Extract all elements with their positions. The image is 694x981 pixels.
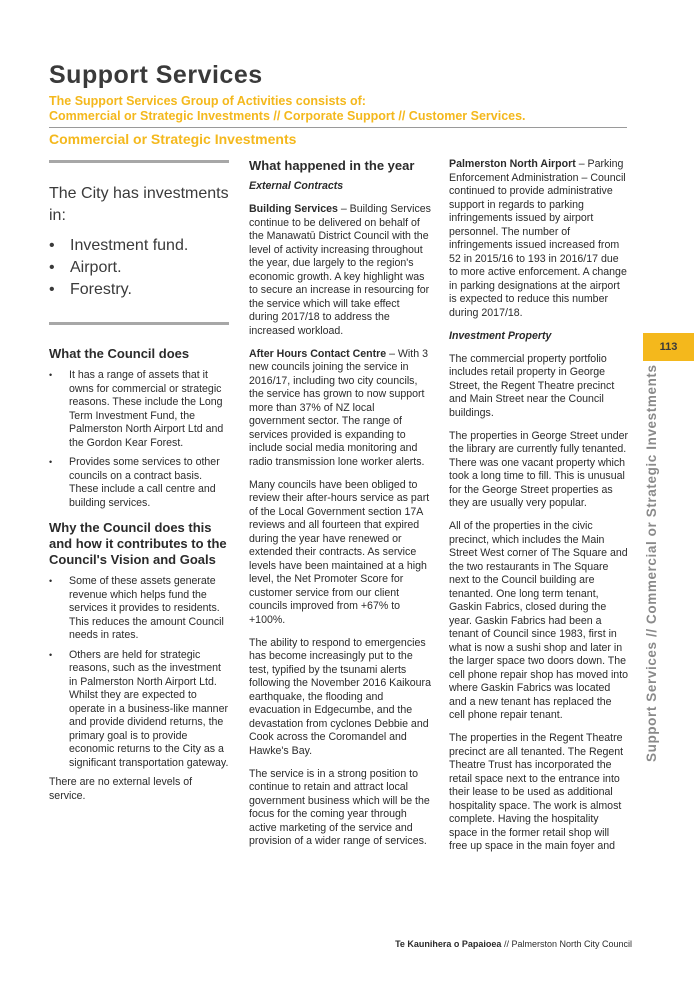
paragraph: The service is in a strong position to continue to retain and attract local government business which will be the focus for the coming year through active marketing of the service and provision of a wider range of services.: [249, 767, 430, 847]
paragraph-lead: Building Services: [249, 203, 338, 215]
list-item: • Some of these assets generate revenue which helps fund the services it provides to residents. This reduces the amount Council needs in rates.: [49, 575, 229, 643]
investments-list: [49, 235, 229, 301]
group-subtitle: [49, 94, 629, 124]
footer-separator: //: [501, 939, 512, 949]
list-item: • Airport.: [49, 257, 229, 279]
paragraph-text: – Building Services continue to be delivered on behalf of the Manawatū District Council with the level of activity increasing throughout the year, due largely to the region's economic growth. A key highlight was to secure an increase in resourcing for the service which will take effect during 2017/18 to address the increased workload.: [249, 203, 431, 337]
what-council-does-list: [49, 369, 229, 510]
paragraph: The commercial property portfolio includes retail property in George Street, the Regent Theatre precinct and Main Street near the Council buildings.: [449, 352, 615, 419]
footer-org-english: Palmerston North City Council: [511, 939, 632, 949]
external-contracts-subheading: External Contracts: [249, 180, 344, 192]
paragraph: Many councils have been obliged to review their after-hours service as part of the Local Government section 17A reviews and all fourteen that expired during the year have renewed or extended their contracts. As service levels have been maintained at a high level, the Net Promoter Score for customer service from our client councils improved from +67% to +100%.: [249, 478, 430, 626]
paragraph: The properties in the Regent Theatre precinct are all tenanted. The Regent Theatre Trust has incorporated the retail space next to the entrance into their lease to be used as additional hospitality space. The work is almost complete. Having the hospitality space in the former retail shop will free up space in the main foyer and: [449, 732, 624, 852]
what-council-does-heading: What the Council does: [49, 346, 190, 361]
building-services-paragraph: [249, 203, 431, 338]
what-happened-heading: What happened in the year: [249, 158, 415, 173]
page-title: Support Services: [49, 61, 263, 89]
paragraph: All of the properties in the civic precinct, which includes the Main Street West corner of The Square and the two restaurants in The Square next to the Council building are tenanted. One long term tenant, Gaskin Fabrics, closed during the year. Gaskin Fabrics had been a tenant of Council since 1983, first in what is now a sushi shop and later in the larger space two doors down. The cell phone repair shop has moved into where Gaskin Fabrics was located and a new tenant has replaced the cell phone repair tenant.: [449, 520, 629, 721]
service-levels-note: There are no external levels of service.: [49, 776, 193, 802]
list-item: • Forestry.: [49, 279, 229, 301]
page-footer: [395, 939, 632, 949]
intro-bottom-rule: [49, 322, 229, 325]
list-item: • Provides some services to other councils on a contract basis. These include a call centre and building services.: [49, 456, 229, 510]
page-number-tab: 113: [643, 333, 694, 361]
list-item: • Investment fund.: [49, 235, 229, 257]
airport-paragraph: [449, 158, 629, 320]
paragraph: The properties in George Street under the library are currently fully tenanted. There was one vacant property which took a long time to fill. This is unusual for the George Street properties as they are usually very popular.: [449, 429, 629, 509]
investments-intro: The City has investments in:: [49, 185, 229, 224]
middle-column: [249, 158, 431, 858]
why-council-heading: Why the Council does this and how it contributes to the Council's Vision and Goals: [49, 520, 227, 567]
after-hours-paragraph: [249, 348, 431, 470]
footer-org-maori: Te Kaunihera o Papaioea: [395, 939, 502, 949]
why-council-list: [49, 575, 229, 770]
paragraph-lead: After Hours Contact Centre: [249, 347, 387, 360]
intro-top-rule: [49, 160, 229, 163]
list-item: • Others are held for strategic reasons, such as the investment in Palmerston North Airport Ltd. Whilst they are expected to operate in a business-like manner and provide dividend returns, the primary goal is to provide economic returns to the City as a significant transportation gateway.: [49, 649, 229, 771]
paragraph-text: – Parking Enforcement Administration – Council continued to provide administrative support in regards to parking infringements issued by airport personnel. The number of infringements issued increased from 52 in 2015/16 to 193 in 2016/17 due to more active enforcement. A change in parking designations at the airport is expected to reduce this number during 2017/18.: [449, 158, 627, 319]
section-title: Commercial or Strategic Investments: [49, 131, 297, 147]
header-divider: [49, 127, 627, 128]
right-column: [449, 158, 629, 863]
paragraph: The ability to respond to emergencies has become increasingly put to the test, typified by the tsunami alerts following the November 2016 Kaikoura earthquake, the flooding and evacuation in Edgecumbe, and the devastation from cyclones Debbie and Cook across the Coromandel and Hawke's Bay.: [249, 636, 431, 757]
paragraph-text: – With 3 new councils joining the service in 2016/17, including two city councils, the service has grown to now support more than 37% of NZ local government sector. The range of services provided is expanding to include social media monitoring and radio transmission lone worker alerts.: [249, 347, 428, 468]
subtitle-line-1: The Support Services Group of Activities consists of:: [49, 94, 366, 108]
paragraph-lead: Palmerston North Airport: [449, 158, 576, 170]
investment-property-subheading: Investment Property: [449, 329, 552, 342]
list-item: • It has a range of assets that it owns for commercial or strategic reasons. These include the Long Term Investment Fund, the Palmerston North Airport Ltd and the Gordon Kear Forest.: [49, 369, 229, 450]
subtitle-line-2: Commercial or Strategic Investments // Corporate Support // Customer Services.: [49, 109, 526, 123]
left-column: [49, 160, 229, 803]
side-section-label: Support Services // Commercial or Strategic Investments: [644, 364, 659, 762]
